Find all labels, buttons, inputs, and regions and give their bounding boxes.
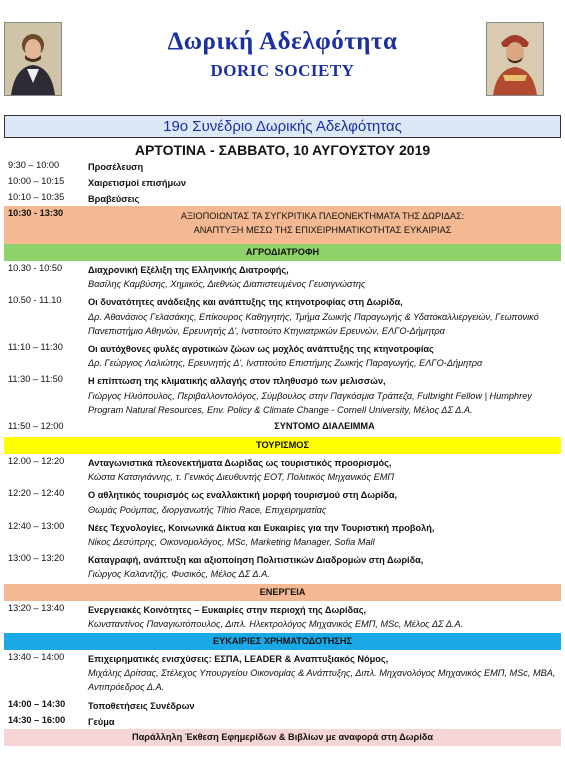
talk-details [88,601,561,633]
talk-details [88,293,561,340]
talk-row [4,261,561,293]
talk-title: Καταγραφή, ανάπτυξη και αξιοποίηση Πολιτιστικών Διαδρομών στη Δωρίδα, [88,555,424,566]
header [0,0,565,110]
time-slot: 13:40 – 14:00 [8,652,65,663]
talk-details [88,372,561,419]
schedule-item: Προσέλευση [88,162,144,172]
section-banner: ΕΥΚΑΙΡΙΕΣ ΧΡΗΜΑΤΟΔΟΤΗΣΗΣ [4,633,561,650]
talk-speaker: Κωνσταντίνος Παναγιωτόπουλος, Διπλ. Ηλεκτρολόγος Μηχανικός ΕΜΠ, MSc, Μέλος ΔΣ Δ.Α. [88,618,464,629]
break-row [4,419,561,437]
break-label: ΣΥΝΤΟΜΟ ΔΙΑΛΕΙΜΜΑ [274,421,375,432]
talk-title: Επιχειρηματικές ενισχύσεις: ΕΣΠΑ, LEADER & Αναπτυξιακός Νόμος, [88,654,389,665]
portrait-icon [487,23,543,95]
talk-speaker: Κώστα Κατσιγιάννης, τ. Γενικός Διευθυντής ΕΟΤ, Πολιτικός Μηχανικός ΕΜΠ [88,472,395,483]
talk-title: Η επίπτωση της κλιματικής αλλαγής στον πληθυσμό των μελισσών, [88,376,386,387]
session-title-line: ΑΝΑΠΤΥΞΗ ΜΕΣΩ ΤΗΣ ΕΠΙΧΕΙΡΗΜΑΤΙΚΟΤΗΤΑΣ ΕΥΚΑΙΡΙΑΣ [193,225,452,236]
time-slot: 9:30 – 10:00 [8,160,60,170]
section-banner: Παράλληλη Έκθεση Εφημερίδων & Βιβλίων με αναφορά στη Δωρίδα [4,729,561,746]
talk-title: Ανταγωνιστικά πλεονεκτήματα Δωρίδας ως τουριστικός προορισμός, [88,458,392,469]
schedule-row [4,697,561,713]
time-slot: 14:30 – 16:00 [8,714,66,725]
talk-speaker: Βασίλης Καμβύσης, Χημικός, Διεθνώς Διαπιστευμένος Γευσιγνώστης [88,279,366,290]
talk-title: Ο αθλητικός τουρισμός ως εναλλακτική μορφή τουρισμού στη Δωρίδα, [88,490,398,501]
talk-title: Νέες Τεχνολογίες, Κοινωνικά Δίκτυα και Ευκαιρίες για την Τουριστική προβολή, [88,522,435,533]
schedule-item: Γεύμα [88,716,115,727]
schedule-item: Χαιρετισμοί επισήμων [88,178,186,188]
conference-title-bar [4,115,561,138]
section-banner: ΕΝΕΡΓΕΙΑ [4,584,561,601]
section-banner: ΑΓΡΟΔΙΑΤΡΟΦΗ [4,244,561,261]
talk-speaker: Δρ. Γεώργιος Λαλιώτης, Ερευνητής Δ', Ινστιτούτο Επιστήμης Ζωικής Παραγωγής, ΕΛΓΟ-Δήμητρα [88,358,483,369]
time-slot: 10.30 - 10:50 [8,263,63,273]
time-slot: 11:10 – 11:30 [8,342,63,353]
society-title-english: DORIC SOCIETY [210,61,355,80]
time-slot: 11:30 – 11:50 [8,374,63,385]
talk-row [4,551,561,583]
talk-row [4,519,561,551]
session-time: 10:30 - 13:30 [8,208,64,218]
break-time: 11:50 – 12:00 [8,421,64,432]
talk-speaker: Γιώργος Καλαντζής, Φυσικός, Μέλος ΔΣ Δ.Α. [88,569,270,580]
time-slot: 13:20 – 13:40 [8,602,65,613]
conference-title: 19ο Συνέδριο Δωρικής Αδελφότητας [163,118,402,135]
programme-schedule [4,158,561,746]
session-title-line: ΑΞΙΟΠΟΙΩΝΤΑΣ ΤΑ ΣΥΓΚΡΙΤΙΚΑ ΠΛΕΟΝΕΚΤΗΜΑΤΑ ΤΗΣ ΔΩΡΙΔΑΣ: [180,211,465,221]
talk-title: Ενεργειακές Κοινότητες – Ευκαιρίες στην περιοχή της Δωρίδας, [88,604,367,615]
talk-details [88,551,561,583]
schedule-row [4,158,561,174]
talk-details [88,454,561,486]
talk-row [4,650,561,697]
talk-row [4,486,561,518]
session-header-row [4,206,561,244]
time-slot: 12.00 – 12:20 [8,456,65,467]
time-slot: 10:10 – 10:35 [8,192,65,202]
time-slot: 14:00 – 14:30 [8,698,66,709]
talk-details [88,340,561,372]
talk-row [4,454,561,486]
schedule-item: Τοποθετήσεις Συνέδρων [88,700,195,711]
time-slot: 12:40 – 13:00 [8,520,65,531]
talk-speaker: Δρ. Αθανάσιος Γελασάκης, Επίκουρος Καθηγητής, Τμήμα Ζωικής Παραγωγής & Υδατοκαλλιεργειών, Γεωπονικό Πανεπιστήμιο Αθηνών, Ερευνητής Δ', Ινστιτούτο Κτηνιατρικών Ερευνών, ΕΛΓΟ-Δήμητρα [88,311,539,336]
talk-details [88,519,561,551]
schedule-row [4,190,561,206]
talk-speaker: Γιώργος Ηλιόπουλος, Περιβαλλοντολόγος, Σύμβουλος στην Παγκόσμια Τράπεζα, Fulbright Fellow | Humphrey Program Natural Resources, Env. Policy & Climate Change - Cornell University, Μέλος ΔΣ Δ.Α. [88,390,532,415]
session-title [88,206,561,239]
talk-speaker: Νίκος Δεσύπρης, Οικονομολόγος, MSc, Marketing Manager, Sofia Mall [88,537,375,548]
talk-title: Οι αυτόχθονες φυλές αγροτικών ζώων ως μοχλός ανάπτυξης της κτηνοτροφίας [88,344,434,355]
time-slot: 10.50 - 11.10 [8,295,62,306]
schedule-row [4,713,561,729]
talk-details [88,261,561,293]
section-banner: ΤΟΥΡΙΣΜΟΣ [4,437,561,454]
talk-title: Διαχρονική Εξέλιξη της Ελληνικής Διατροφής, [88,265,289,275]
portrait-right [486,22,544,96]
time-slot: 12:20 – 12:40 [8,488,65,499]
talk-row [4,372,561,419]
time-slot: 10:00 – 10:15 [8,176,65,186]
talk-speaker: Θωμάς Ρούμπας, διοργανωτής Tihio Race, Επιχειρηματίας [88,504,327,515]
talk-speaker: Μιχάλης Δρίτσας, Στέλεχος Υπουργείου Οικονομίας & Ανάπτυξης, Διπλ. Μηχανολόγος Μηχανικός ΕΜΠ, MSc, MBA, Αντιπρόεδρος Δ.Α. [88,668,556,693]
talk-row [4,340,561,372]
talk-title: Οι δυνατότητες ανάδειξης και ανάπτυξης της κτηνοτροφίας στη Δωρίδα, [88,297,403,308]
conference-date: ΑΡΤΟΤΙΝΑ - ΣΑΒΒΑΤΟ, 10 ΑΥΓΟΥΣΤΟΥ 2019 [134,142,431,158]
time-slot: 13:00 – 13:20 [8,553,65,564]
schedule-row [4,174,561,190]
talk-row [4,293,561,340]
talk-row [4,601,561,633]
talk-details [88,486,561,518]
talk-details [88,650,561,697]
schedule-item: Βραβεύσεις [88,194,140,204]
society-title-greek: Δωρική Αδελφότητα [167,28,398,55]
